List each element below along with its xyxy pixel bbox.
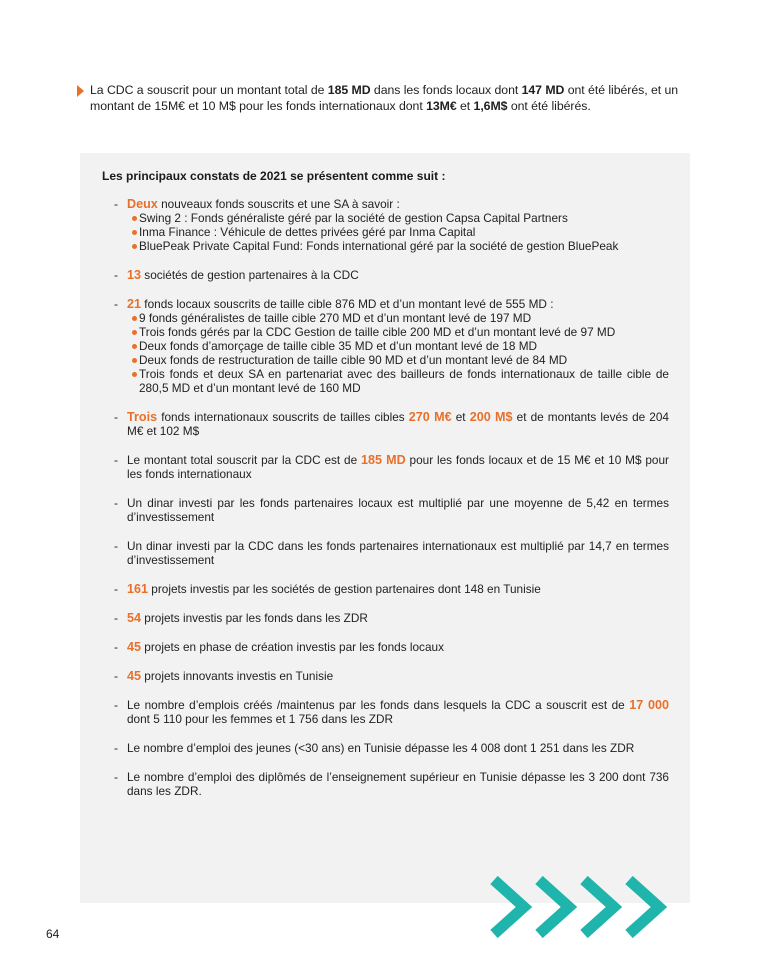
chevron-right-icon	[584, 880, 614, 934]
text-segment: projets en phase de création investis par les fonds locaux	[141, 640, 444, 654]
text-segment: projets investis par les fonds dans les ZDR	[141, 611, 368, 625]
sub-list-item	[127, 339, 669, 353]
intro-bold-value: 1,6M$	[473, 99, 508, 113]
highlight-value: 13	[127, 268, 142, 282]
text-segment: Le montant total souscrit par la CDC est de	[127, 453, 362, 467]
finding-text	[127, 640, 669, 654]
sub-list-item	[127, 225, 669, 239]
finding-text	[127, 582, 669, 596]
dash-marker: -	[114, 410, 118, 424]
bullet-dot-icon	[132, 372, 137, 377]
dash-marker: -	[114, 770, 118, 784]
sub-list	[127, 311, 669, 395]
finding-text	[127, 297, 669, 311]
intro-bold-value: 13M€	[426, 99, 457, 113]
chevron-right-icon	[629, 880, 659, 934]
chevron-right-icon	[494, 880, 524, 934]
highlight-value: 161	[127, 582, 149, 596]
finding-text	[127, 770, 669, 798]
dash-marker: -	[114, 741, 118, 755]
finding-item	[114, 410, 669, 438]
text-segment: pour les fonds locaux et de 15 M€ et 10 M$ pour les fonds internationaux	[127, 453, 669, 481]
text-segment: sociétés de gestion partenaires à la CDC	[141, 268, 359, 282]
sub-item-text: Swing 2 : Fonds généraliste géré par la société de gestion Capsa Capital Partners	[139, 211, 568, 225]
finding-item	[114, 698, 669, 726]
sub-list-item	[127, 239, 669, 253]
sub-item-text: Trois fonds gérés par la CDC Gestion de taille cible 200 MD et d’un montant levé de 97 MD	[139, 325, 616, 339]
sub-item-text: Deux fonds d’amorçage de taille cible 35 MD et d’un montant levé de 18 MD	[139, 339, 538, 353]
dash-marker: -	[114, 268, 118, 282]
sub-item-text: Inma Finance : Véhicule de dettes privées géré par Inma Capital	[139, 225, 476, 239]
bullet-dot-icon	[132, 216, 137, 221]
findings-list	[114, 197, 669, 813]
highlight-value: 21	[127, 297, 142, 311]
intro-paragraph	[77, 82, 697, 114]
intro-text-segment: ont été libérés.	[507, 99, 591, 113]
sub-list-item	[127, 311, 669, 325]
dash-marker: -	[114, 698, 118, 712]
chevron-right-icon	[539, 880, 569, 934]
dash-marker: -	[114, 669, 118, 683]
finding-item	[114, 669, 669, 683]
finding-text	[127, 741, 669, 755]
dash-marker: -	[114, 582, 118, 596]
findings-box	[80, 153, 690, 903]
highlight-value: 45	[127, 669, 142, 683]
highlight-value: Trois	[127, 410, 158, 424]
finding-text	[127, 669, 669, 683]
finding-text	[127, 410, 669, 438]
finding-item	[114, 611, 669, 625]
sub-item-text: 9 fonds généralistes de taille cible 270 MD et d’un montant levé de 197 MD	[139, 311, 532, 325]
finding-text	[127, 496, 669, 524]
text-segment: projets innovants investis en Tunisie	[141, 669, 334, 683]
text-segment: Le nombre d’emploi des diplômés de l’enseignement supérieur en Tunisie dépasse les 3 200 dont 736 dans les ZDR.	[127, 770, 669, 798]
highlight-value: 17 000	[629, 698, 669, 712]
highlight-value: 185 MD	[361, 453, 406, 467]
finding-text	[127, 611, 669, 625]
text-segment: fonds locaux souscrits de taille cible 876 MD et d’un montant levé de 555 MD :	[141, 297, 554, 311]
intro-text	[77, 82, 697, 114]
bullet-dot-icon	[132, 344, 137, 349]
intro-bold-value: 185 MD	[327, 83, 371, 97]
finding-item	[114, 496, 669, 524]
finding-item	[114, 741, 669, 755]
text-segment: Un dinar investi par la CDC dans les fonds partenaires internationaux est multiplié par 14,7 en termes d’investissement	[127, 539, 669, 567]
finding-item	[114, 582, 669, 596]
intro-text-segment: dans les fonds locaux dont	[370, 83, 522, 97]
findings-title: Les principaux constats de 2021 se présentent comme suit :	[102, 169, 446, 183]
finding-item	[114, 640, 669, 654]
bullet-dot-icon	[132, 358, 137, 363]
dash-marker: -	[114, 496, 118, 510]
dash-marker: -	[114, 297, 118, 311]
chevrons-decoration	[490, 876, 670, 938]
sub-item-text: Deux fonds de restructuration de taille cible 90 MD et d’un montant levé de 84 MD	[139, 353, 568, 367]
bullet-dot-icon	[132, 230, 137, 235]
intro-bold-value: 147 MD	[521, 83, 565, 97]
dash-marker: -	[114, 640, 118, 654]
text-segment: et	[451, 410, 470, 424]
text-segment: projets investis par les sociétés de gestion partenaires dont 148 en Tunisie	[148, 582, 541, 596]
intro-text-segment: et	[456, 99, 474, 113]
triangle-marker-icon	[77, 85, 84, 97]
intro-text-segment: ont été libérés, et un montant de 15M€ et 10 M$ pour les fonds internationaux dont	[90, 83, 679, 113]
dash-marker: -	[114, 197, 118, 211]
page-number: 64	[46, 927, 60, 941]
dash-marker: -	[114, 539, 118, 553]
text-segment: nouveaux fonds souscrits et une SA à savoir :	[157, 197, 400, 211]
finding-text	[127, 539, 669, 567]
finding-text	[127, 698, 669, 726]
text-segment: fonds internationaux souscrits de tailles cibles	[157, 410, 409, 424]
highlight-value: Deux	[127, 197, 158, 211]
text-segment: Le nombre d’emplois créés /maintenus par les fonds dans lesquels la CDC a souscrit est de	[127, 698, 630, 712]
finding-item	[114, 268, 669, 282]
sub-list-item	[127, 353, 669, 367]
sub-list-item	[127, 325, 669, 339]
dash-marker: -	[114, 611, 118, 625]
bullet-dot-icon	[132, 330, 137, 335]
finding-item	[114, 539, 669, 567]
finding-text	[127, 453, 669, 481]
text-segment: Un dinar investi par les fonds partenaires locaux est multiplié par une moyenne de 5,42 en termes d’investissement	[127, 496, 669, 524]
sub-item-text: Trois fonds et deux SA en partenariat avec des bailleurs de fonds internationaux de taille cible de 280,5 MD et d’un montant levé de 160 MD	[139, 367, 669, 395]
highlight-value: 270 M€	[408, 410, 452, 424]
highlight-value: 54	[127, 611, 142, 625]
finding-text	[127, 268, 669, 282]
finding-item	[114, 297, 669, 395]
sub-list	[127, 211, 669, 253]
bullet-dot-icon	[132, 244, 137, 249]
sub-list-item	[127, 367, 669, 395]
text-segment: et de montants levés de 204 M€ et 102 M$	[127, 410, 669, 438]
finding-text	[127, 197, 669, 211]
finding-item	[114, 453, 669, 481]
highlight-value: 45	[127, 640, 142, 654]
dash-marker: -	[114, 453, 118, 467]
finding-item	[114, 770, 669, 798]
bullet-dot-icon	[132, 316, 137, 321]
sub-item-text: BluePeak Private Capital Fund: Fonds international géré par la société de gestion BluePeak	[139, 239, 619, 253]
text-segment: dont 5 110 pour les femmes et 1 756 dans les ZDR	[127, 712, 394, 726]
intro-text-segment: La CDC a souscrit pour un montant total de	[90, 83, 328, 97]
sub-list-item	[127, 211, 669, 225]
highlight-value: 200 M$	[469, 410, 513, 424]
text-segment: Le nombre d’emploi des jeunes (<30 ans) en Tunisie dépasse les 4 008 dont 1 251 dans les ZDR	[127, 741, 635, 755]
finding-item	[114, 197, 669, 253]
